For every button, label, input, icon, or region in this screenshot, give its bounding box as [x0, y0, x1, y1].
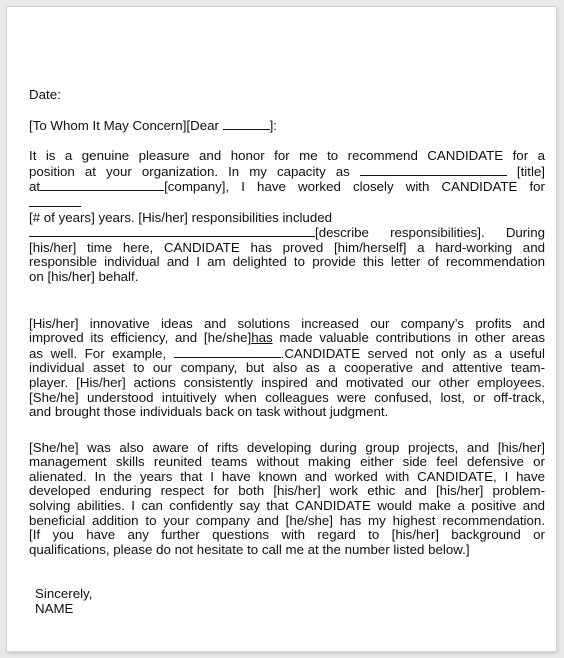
responsibilities-blank: [29, 225, 315, 237]
company-blank: [40, 179, 164, 191]
signer-name: NAME: [35, 601, 74, 617]
salutation: [To Whom It May Concern][Dear ]:: [29, 117, 277, 133]
name-blank: [223, 118, 270, 130]
paragraph-3: [She/he] was also aware of rifts developing during group projects, and [his/her] management skills reunited teams without making either side feel defensive or alienated. In the years that I have known and worked with CANDIDATE, I have developed enduring respect for both [his/her] work ethic and [his/her] problem- solving abilities. I can confidently say that CANDIDATE would make a positive and beneficial addition to your company and [he/she] has my highest recommendation. [If you have any further questions with regard to [his/her] background or qualifications, please do not hesitate to call me at the number listed below.]: [29, 439, 545, 557]
date-label: Date:: [29, 87, 61, 102]
date-line: [29, 88, 545, 103]
years-blank: [29, 195, 81, 207]
example-blank: [174, 346, 281, 358]
letter-body: [29, 88, 545, 617]
closing: Sincerely,: [35, 586, 93, 602]
paragraph-2: [His/her] innovative ideas and solutions increased our company’s profits and improved its efficiency, and [he/she]has made valuable contributions in other areas as well. For example, .CANDIDATE served not only as a useful individual asset to our company, but also as a cooperative and attentive team- player. [His/her] actions consistently inspired and motivated our other employees. [She/he] understood intuitively when colleagues were confused, lost, or off-track, and brought those individuals back on task without judgment.: [29, 315, 545, 420]
title-blank: [360, 164, 507, 176]
paragraph-1: It is a genuine pleasure and honor for me to recommend CANDIDATE for a position at your organization. In my capacity as [title] at [company], I have worked closely with CANDIDATE for [# of years] years. [His/her] responsibilities included [describe responsibilities]. During [his/her] time here, CANDIDATE has proved [him/herself] a hard-working and responsible individual and I am delighted to provide this letter of recommendation on [his/her] behalf.: [29, 148, 545, 284]
signature-block: [29, 587, 545, 616]
letter-page: [7, 7, 556, 651]
